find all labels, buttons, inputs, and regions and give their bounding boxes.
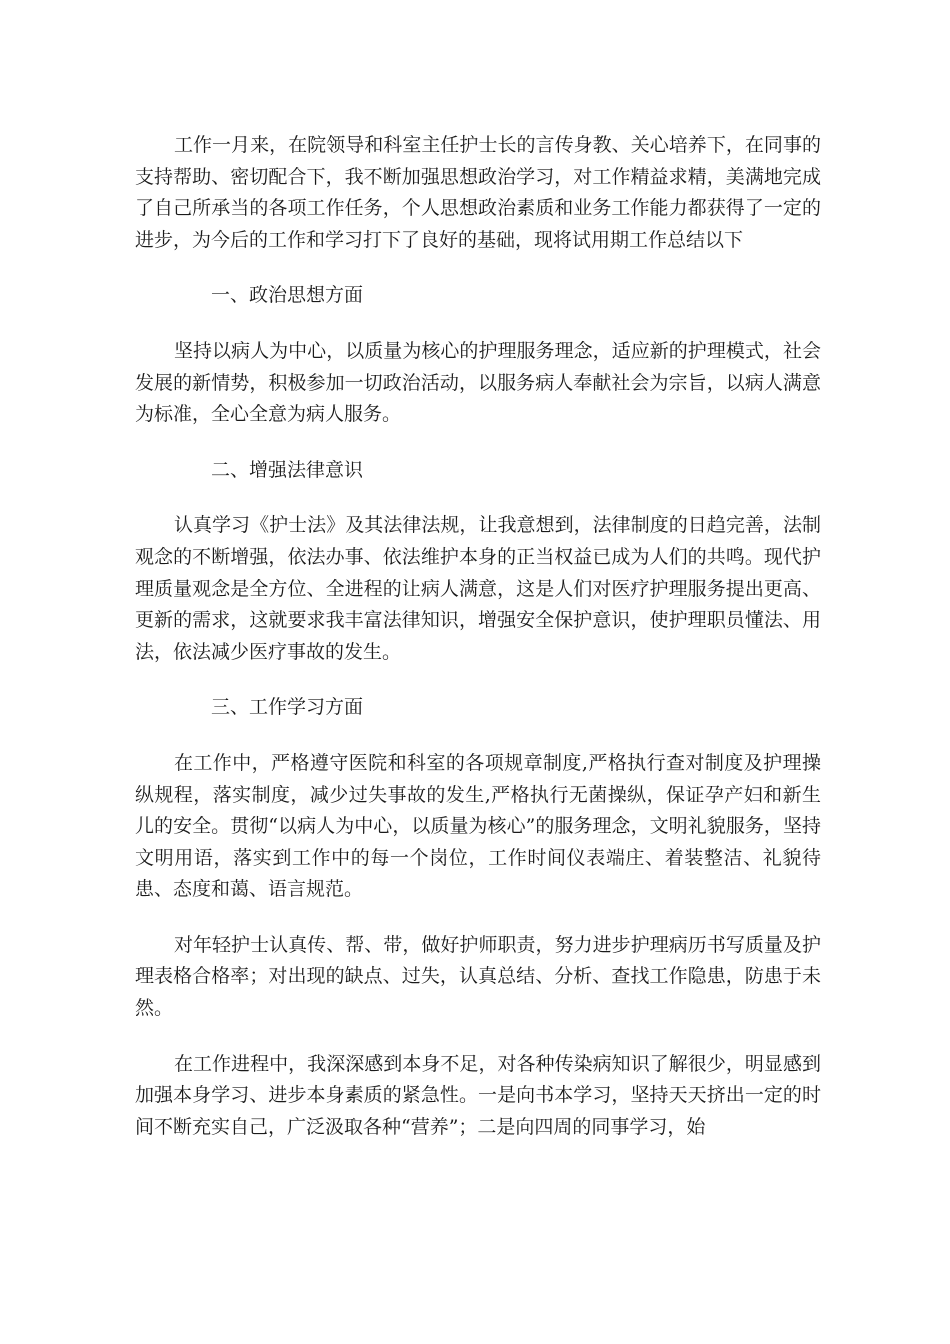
study-paragraph: 在工作进程中，我深深感到本身不足，对各种传染病知识了解很少，明显感到加强本身学习、进步本身素质的紧急性。一是向书本学习，坚持天天挤出一定的时间不断充实自己，广泛汲取各种“营养”；二是向四周的同事学习，始 (135, 1052, 821, 1138)
mentoring-paragraph: 对年轻护士认真传、帮、带，做好护师职责，努力进步护理病历书写质量及护理表格合格率；对出现的缺点、过失，认真总结、分析、查找工作隐患，防患于未然。 (135, 933, 821, 1020)
intro-paragraph: 工作一月来，在院领导和科室主任护士长的言传身教、关心培养下，在同事的支持帮助、密切配合下，我不断加强思想政治学习，对工作精益求精，美满地完成了自己所承当的各项工作任务，个人思想政治素质和业务工作能力都获得了一定的进步，为今后的工作和学习打下了良好的基础，现将试用期工作总结以下 (135, 134, 821, 251)
section-heading-work-study: 三、工作学习方面 (211, 696, 364, 719)
politics-paragraph: 坚持以病人为中心，以质量为核心的护理服务理念，适应新的护理模式，社会发展的新情势，积极参加一切政治活动，以服务病人奉献社会为宗旨，以病人满意为标准，全心全意为病人服务。 (135, 339, 821, 426)
work-paragraph: 在工作中，严格遵守医院和科室的各项规章制度,严格执行查对制度及护理操纵规程，落实制度，减少过失事故的发生,严格执行无菌操纵，保证孕产妇和新生儿的安全。贯彻“以病人为中心，以质量为核心”的服务理念，文明礼貌服务，坚持文明用语，落实到工作中的每一个岗位，工作时间仪表端庄、着装整洁、礼貌待患、态度和蔼、语言规范。 (135, 751, 821, 901)
document-body (135, 130, 821, 1167)
section-heading-law: 二、增强法律意识 (211, 458, 364, 481)
section-heading-politics: 一、政治思想方面 (211, 284, 364, 307)
law-paragraph: 认真学习《护士法》及其法律法规，让我意想到，法律制度的日趋完善，法制观念的不断增强，依法办事、依法维护本身的正当权益已成为人们的共鸣。现代护理质量观念是全方位、全进程的让病人满意，这是人们对医疗护理服务提出更高、更新的需求，这就要求我丰富法律知识，增强安全保护意识，使护理职员懂法、用法，依法减少医疗事故的发生。 (135, 514, 821, 663)
